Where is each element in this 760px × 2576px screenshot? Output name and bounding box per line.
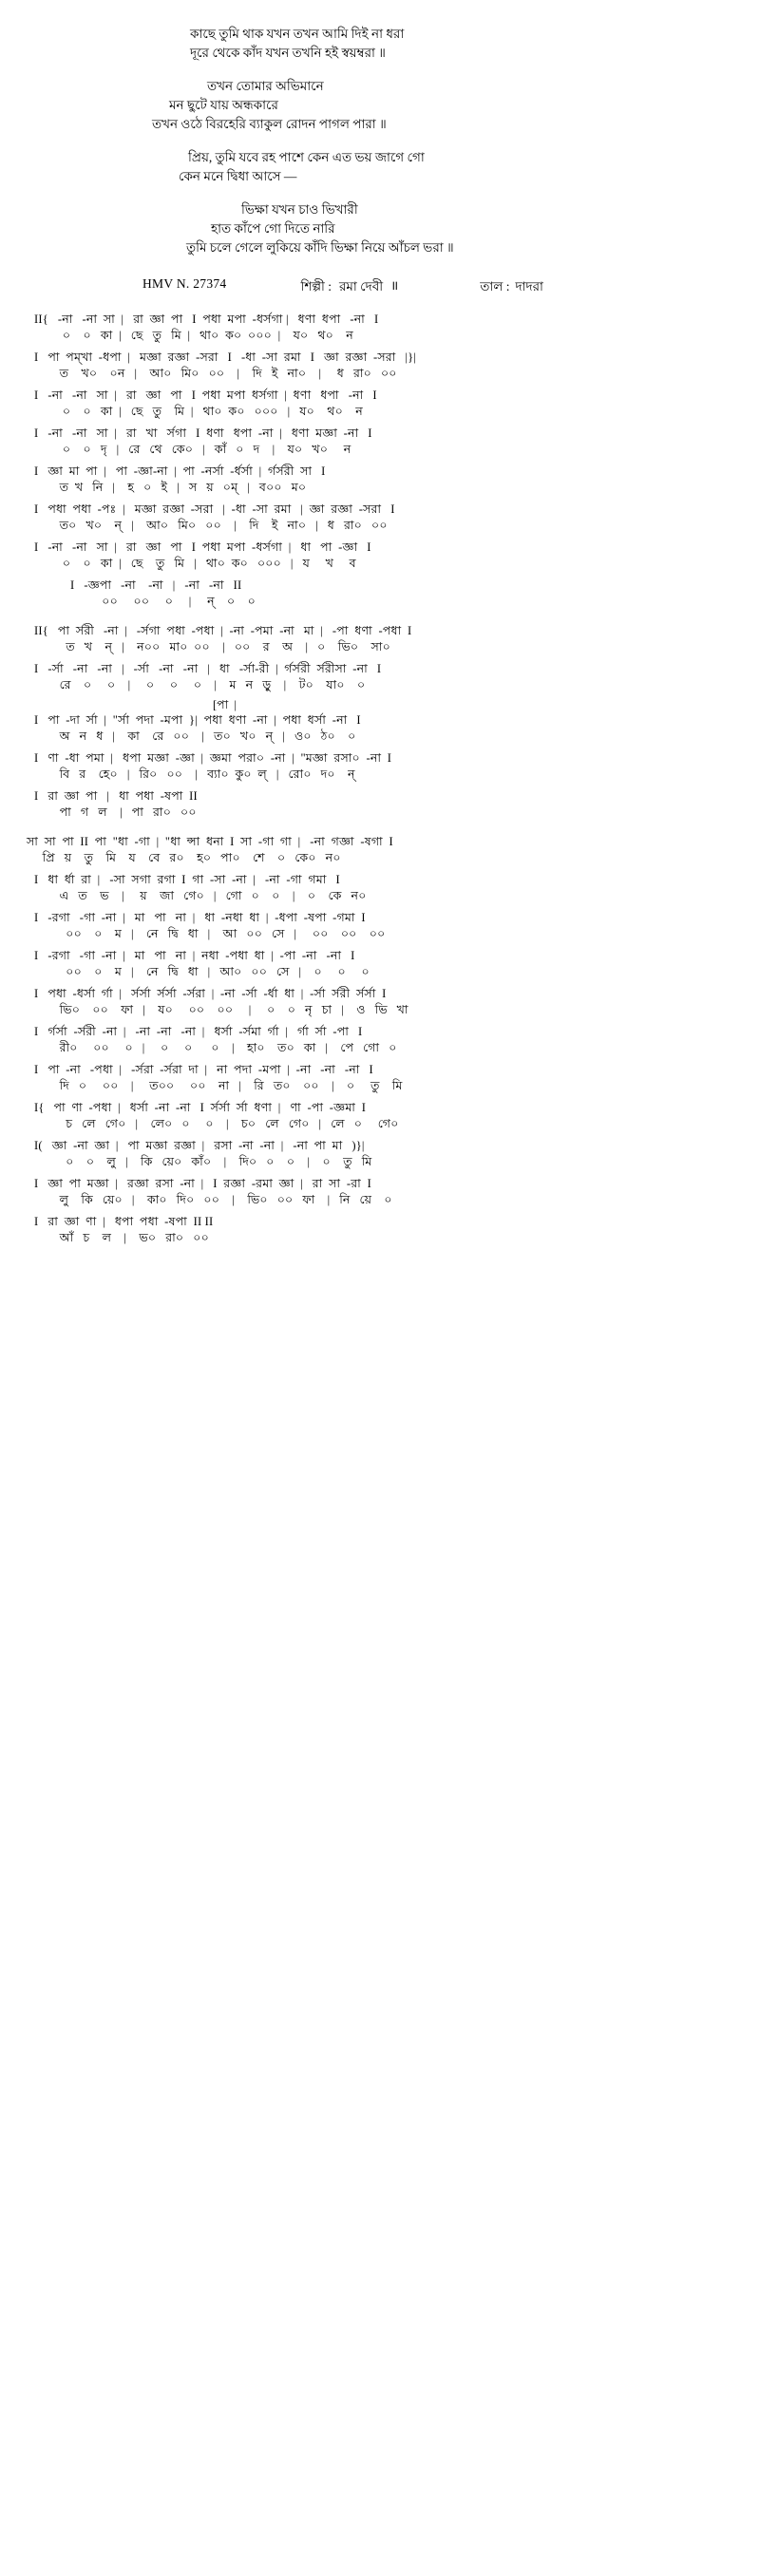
artist-end-mark: ॥ <box>390 278 399 293</box>
sargam-line: I -না -না সা | রা জ্ঞা পা I পধা মপা ধর্সগা | ধণা ধপা -না I <box>34 388 377 402</box>
lyric-line: কাছে তুমি থাক যখন তখন আমি দিই না ধরা <box>190 27 405 41</box>
notation-row <box>27 540 745 572</box>
sargam-line: II{ -না -না সা | রা জ্ঞা পা I পধা মপা -ধর্সগা | ধণা ধপা -না I <box>34 313 379 326</box>
lyric-group-3 <box>0 148 760 186</box>
taal-value: দাদরা <box>515 279 543 294</box>
notation-row <box>27 788 745 821</box>
sargam-line: I পা পম্খা -ধপা | মজ্ঞা রজ্ঞা -সরা I -ধা -সা রমা I জ্ঞা রজ্ঞা -সরা |}| <box>34 350 417 364</box>
syllable-line: ত০ খ০ ন্ | আ০ মি০ ০০ | দি ই না০ | ধ রা০ ০০ <box>34 519 388 532</box>
sargam-line: I -না -না সা | রা খা র্সগা I ধণা ধপা -না | ধণা মজ্ঞা -না I <box>34 426 372 440</box>
sargam-line: I -না -না সা | রা জ্ঞা পা I পধা মপা -ধর্সগা | ধা পা -জ্ঞা I <box>34 540 371 554</box>
sargam-line: I -রগা -গা -না | মা পা না | ধা -নধা ধা | -ধপা -ষপা -গমা I <box>34 911 366 924</box>
notation-row <box>27 312 745 344</box>
notation-row <box>27 1214 745 1246</box>
notation-row <box>27 1024 745 1056</box>
syllable-line: লু কি য়ে০ | কা০ দি০ ০০ | ভি০ ০০ ফা | নি য়ে ০ <box>34 1193 392 1206</box>
syllable-line: ০ ০ কা | ছে তু মি | থা০ ক০ ০০০ | য০ থ০ ন <box>34 405 363 418</box>
lyrics-block <box>0 0 760 257</box>
notation-row <box>27 1062 745 1094</box>
sargam-line: I ণা -ধা পমা | ধপা মজ্ঞা -জ্ঞা | জ্ঞমা পরা০ -না | "মজ্ঞা রসা০ -না I <box>34 751 392 765</box>
notation-row <box>27 1176 745 1208</box>
notation-row <box>27 1138 745 1170</box>
notation-row <box>27 623 745 655</box>
taal-label: তাল : <box>480 279 510 294</box>
syllable-line: ত খ নি | হ ০ ই | স য় ০ম্ | ব০০ ম০ <box>34 481 307 494</box>
syllable-line: আঁ চ ল | ভ০ রা০ ০০ <box>34 1231 209 1244</box>
syllable-line: ০০ ০০ ০ | ন্ ০ ০ <box>70 595 256 608</box>
syllable-line: চ লে গে০ | লে০ ০ ০ | চ০ লে গে০ | লে ০ গে০ <box>34 1117 399 1130</box>
lyric-line: তুমি চলে গেলে লুকিয়ে কাঁদি ভিক্ষা নিয়ে আঁচল ভরা ॥ <box>186 240 454 255</box>
syllable-line: অ ন ধ | কা রে ০০ | ত০ খ০ ন্ | ও০ ঠ০ ০ <box>34 729 356 743</box>
notation-row <box>27 502 745 534</box>
sargam-line: I জ্ঞা পা মজ্ঞা | রজ্ঞা রসা -না | I রজ্ঞা -রমা জ্ঞা | রা সা -রা I <box>34 1177 371 1190</box>
sargam-line: I জ্ঞা মা পা | পা -জ্ঞা-না | পা -নর্সা -র্ধর্সা | র্গর্সরী সা I <box>34 464 326 478</box>
syllable-line: প্রি য় তু মি য বে র০ হ০ পা০ শে ০ কে০ ন০ <box>27 851 341 864</box>
lyric-line: দূরে থেকে কাঁদ যখন তখনি হই স্বয়ম্বরা ॥ <box>190 46 386 60</box>
lyric-line: ভিক্ষা যখন চাও ভিখারী <box>241 202 358 217</box>
notation-row <box>27 1100 745 1132</box>
lyric-group-2 <box>0 77 760 134</box>
notation-row <box>27 578 745 610</box>
syllable-line: ০ ০ কা | ছে তু মি | থা০ ক০ ০০০ | য খ ব <box>34 557 356 570</box>
syllable-line: ০০ ০ ম | নে দ্বি ধা | আ০ ০০ সে | ০ ০ ০ <box>34 965 370 978</box>
sargam-line: I -জ্ঞপা -না -না | -না -না II <box>70 578 242 592</box>
sargam-line: I -রগা -গা -না | মা পা না | নধা -পধা ধা | -পা -না -না I <box>34 949 355 962</box>
syllable-line: ০ ০ দৃ | রে থে কে০ | কাঁ ০ দ | য০ খ০ ন <box>34 443 352 456</box>
lyric-line: তখন তোমার অভিমানে <box>207 79 324 93</box>
lyric-line: তখন ওঠে বিরহেরি ব্যাকুল রোদন পাগল পারা ॥ <box>152 117 387 131</box>
lyric-group-1 <box>0 25 760 63</box>
notation-row <box>27 872 745 904</box>
syllable-line: বি র হে০ | রি০ ০০ | ব্যা০ কু০ ল্ | রো০ দ০ ন্ <box>34 767 355 781</box>
sargam-line: I পা -দা র্সা | "র্সা পদা -মপা }| পধা ধণা -না | পধা ধর্সা -না I <box>34 713 361 727</box>
record-number: HMV N. 27374 <box>142 276 227 291</box>
notation-row <box>27 426 745 458</box>
notation-row <box>27 388 745 420</box>
sargam-line: I ধা র্ধা রা | -সা সগা রগা I গা -সা -না | -না -গা গমা I <box>34 873 340 886</box>
notation-row <box>27 986 745 1018</box>
sargam-line: I পধা পধা -পঃ | মজ্ঞা রজ্ঞা -সরা | -ধা -সা রমা | জ্ঞা রজ্ঞা -সরা I <box>34 502 395 516</box>
syllable-line: ০ ০ কা | ছে তু মি | থা০ ক০ ০০০ | য০ থ০ ন <box>34 329 353 342</box>
notation-row <box>27 910 745 942</box>
lyric-group-4 <box>0 200 760 257</box>
sargam-line: সা সা পা II পা "ধা -গা | "ধা ন্সা ধনা I সা -গা গা | -না গজ্ঞা -ষগা I <box>27 835 393 848</box>
notation-row <box>27 464 745 496</box>
notation-row <box>27 948 745 980</box>
notation-row <box>27 661 745 693</box>
sargam-line: I রা জ্ঞা ণা | ধপা পধা -ষপা II II <box>34 1215 214 1228</box>
syllable-line: ০০ ০ ম | নে দ্বি ধা | আ ০০ সে | ০০ ০০ ০০ <box>34 927 386 940</box>
syllable-line: রে ০ ০ | ০ ০ ০ | ম ন ড়ু | ট০ যা০ ০ <box>34 678 366 691</box>
syllable-line: ত খ০ ০ন | আ০ মি০ ০০ | দি ই না০ | ধ রা০ ০০ <box>34 367 397 380</box>
syllable-line: এ ত ভ | য় জা গে০ | গো ০ ০ | ০ কে ন০ <box>34 889 367 902</box>
notation-row <box>27 350 745 382</box>
lyric-line: কেন মনে দ্বিধা আসে — <box>179 169 297 183</box>
lyric-line: প্রিয়, তুমি যবে রহ পাশে কেন এত ভয় জাগে গো <box>188 150 425 164</box>
artist-name: রমা দেবী <box>338 279 384 294</box>
bracket-note: [পা | <box>213 698 238 711</box>
sargam-line: I পধা -ধর্সা র্গা | র্সর্সা র্সর্সা -র্সরা | -না -র্সা -র্ধা ধা | -র্সা র্সরী র্সর্সা I <box>34 987 387 1000</box>
sargam-line: I রা জ্ঞা পা | ধা পধা -ষপা II <box>34 789 198 803</box>
notation-block <box>0 312 760 1246</box>
sargam-line: I( জ্ঞা -না জ্ঞা | পা মজ্ঞা রজ্ঞা | রসা -না -না | -না পা মা )}| <box>34 1139 365 1152</box>
lyric-line: হাত কাঁপে গো দিতে নারি <box>211 221 335 236</box>
notation-row <box>27 750 745 783</box>
sargam-line: I র্গর্সা -র্সরী -না | -না -না -না | ধর্সা -র্সমা র্গা | র্গা র্সা -পা I <box>34 1025 363 1038</box>
sargam-line: II{ পা র্সরী -না | -র্সগা পধা -পধা | -না -পমা -না মা | -পা ধণা -পধা I <box>34 624 412 637</box>
syllable-line: রী০ ০০ ০ | ০ ০ ০ | হা০ ত০ কা | পে গো ০ <box>34 1041 397 1054</box>
syllable-line: ০ ০ লু | কি য়ে০ কাঁ০ | দি০ ০ ০ | ০ তু মি <box>34 1155 372 1168</box>
artist-label: শিল্পী : <box>300 279 332 294</box>
notation-row <box>27 834 745 866</box>
lyric-line: মন ছুটে যায় অন্ধকারে <box>169 98 278 112</box>
sargam-line: I -র্সা -না -না | -র্সা -না -না | ধা -র্সা-রী | র্গর্সরী র্সরীসা -না I <box>34 662 382 675</box>
syllable-line: ত খ ন্ | ন০০ মা০ ০০ | ০০ র অ | ০ ভি০ সা০ <box>34 640 390 653</box>
notation-row <box>27 712 745 745</box>
sargam-line: I পা -না -পধা | -র্সরা -র্সরা দা | না পদা -মপা | -না -না -না I <box>34 1063 373 1076</box>
sargam-line: I{ পা ণা -পধা | ধর্সা -না -না I র্সর্সা র্সা ধণা | ণা -পা -জ্ঞমা I <box>34 1101 367 1114</box>
syllable-line: পা গ ল | পা রা০ ০০ <box>34 805 197 819</box>
credits-row <box>0 276 760 298</box>
syllable-line: দি ০ ০০ | ত০০ ০০ না | রি ত০ ০০ | ০ তু মি <box>34 1079 403 1092</box>
syllable-line: ভি০ ০০ ফা | য০ ০০ ০০ | ০ ০ নৃ চা | ও ভি খা <box>34 1003 408 1016</box>
